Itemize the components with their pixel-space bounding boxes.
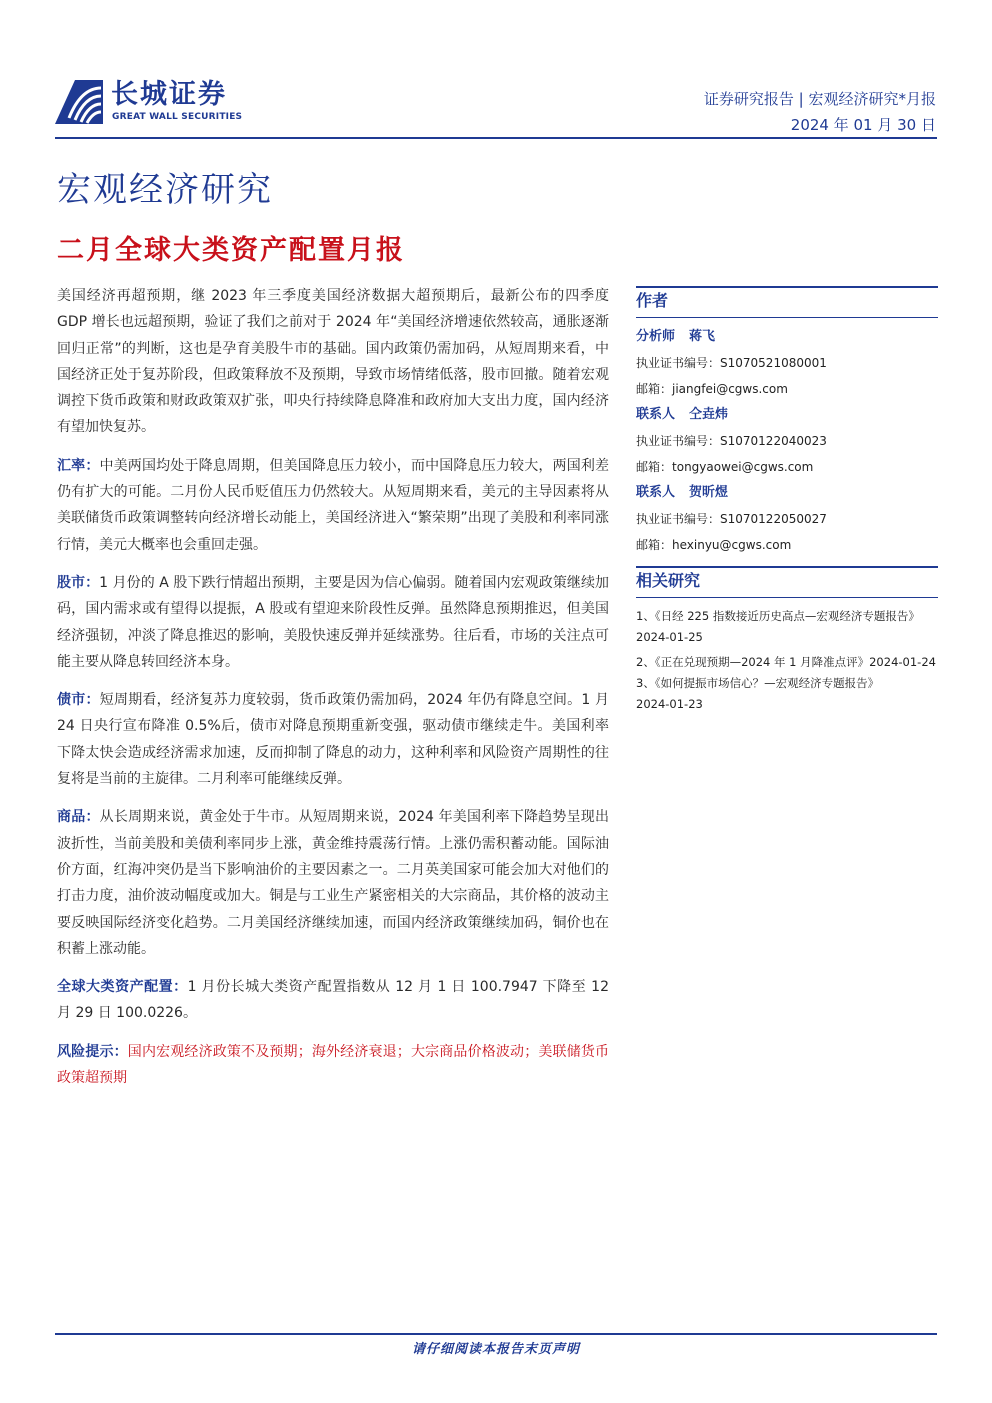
author-cert-row <box>636 350 938 376</box>
commodity-paragraph <box>57 804 609 962</box>
footer-disclaimer: 请仔细阅读本报告末页声明 <box>411 1342 580 1357</box>
logo-english-name: GREAT WALL SECURITIES <box>112 112 243 122</box>
stock-label: 股市： <box>57 574 100 591</box>
report-meta <box>704 88 936 136</box>
stock-paragraph <box>57 570 609 675</box>
author-email-row <box>636 532 938 558</box>
commodity-text: 从长周期来说，黄金处于牛市。从短周期来说，2024 年美国利率下降趋势呈现出波折性，当前美股和美债利率同步上涨，黄金维持震荡行情。上涨仍需积蓄动能。国际油价方面，红海冲突仍是当下影响油价的主要因素之一。二月英美国家可能会加大对他们的打击力度，油价波动幅度或加大。铜是与工业生产紧密相关的大宗商品，其价格的波动主要反映国际经济变化趋势。二月美国经济继续加速，而国内经济政策继续加码，铜价也在积蓄上涨动能。 <box>57 809 610 957</box>
related-research-date: 2024-01-23 <box>636 697 703 711</box>
author-role-row <box>636 480 938 506</box>
bond-paragraph <box>57 687 609 792</box>
intro-paragraph: 美国经济再超预期，继 2023 年三季度美国经济数据大超预期后，最新公布的四季度 GDP 增长也远超预期，验证了我们之前对于 2024 年“美国经济增速依然较高，通胀逐渐回归正常”的判断，这也是孕育美股牛市的基础。国内政策仍需加码，从短周期来看，中国经济正处于复苏阶段，但政策释放不及预期，导致市场情绪低落，股市回撤。随着宏观调控下货币政策和财政政策双扩张，叩央行持续降息降准和政府加大支出力度，国内经济有望加快复苏。 <box>57 288 609 436</box>
great-wall-logo-icon <box>55 78 103 126</box>
fx-label: 汇率： <box>57 457 100 474</box>
related-research-link[interactable]: 3、《如何提振市场信心？—宏观经济专题报告》 <box>636 676 880 690</box>
cert-label: 执业证书编号： <box>636 434 721 448</box>
allocation-paragraph <box>57 974 609 1027</box>
report-type: 证券研究报告 | 宏观经济研究*月报 <box>703 90 936 108</box>
fx-paragraph <box>57 453 609 558</box>
related-research-date: 2024-01-25 <box>636 630 703 644</box>
sidebar <box>636 288 938 715</box>
report-body <box>57 283 609 1103</box>
stock-text: 1 月份的 A 股下跌行情超出预期，主要是因为信心偏弱。随着国内宏观政策继续加码，国内需求或有望得以提振，A 股或有望迎来阶段性反弹。虽然降息预期推迟，但美国经济强韧，冲淡了降息推迟的影响，美股快速反弹并延续涨势。往后看，市场的关注点可能主要从降息转回经济本身。 <box>57 574 609 670</box>
logo-chinese-name: 长城证券 <box>111 79 227 110</box>
author-role-row <box>636 324 938 350</box>
author-cert-row <box>636 506 938 532</box>
author-name: 蒋飞 <box>689 329 716 344</box>
email-label: 邮箱： <box>636 460 673 474</box>
report-date: 2024 年 01 月 30 日 <box>790 116 936 134</box>
cert-label: 执业证书编号： <box>636 512 721 526</box>
allocation-label: 全球大类资产配置： <box>57 979 188 996</box>
author-name: 仝垚炜 <box>689 407 729 422</box>
author-role-row <box>636 402 938 428</box>
related-research-section <box>636 568 938 715</box>
author-cert-row <box>636 428 938 454</box>
cert-number: S1070122050027 <box>720 512 827 526</box>
author-email-row <box>636 454 938 480</box>
authors-heading: 作者 <box>636 288 938 318</box>
cert-number: S1070521080001 <box>720 356 827 370</box>
cert-label: 执业证书编号： <box>636 356 721 370</box>
bond-text: 短周期看，经济复苏力度较弱，货币政策仍需加码，2024 年仍有降息空间。1 月 24 日央行宣布降准 0.5%后，债市对降息预期重新变强，驱动债市继续走牛。美国利率下降太快会造成经济需求加速，反而抑制了降息的动力，这种利率和风险资产周期性的往复将是当前的主旋律。二月利率可能继续反弹。 <box>57 692 610 788</box>
related-research-heading: 相关研究 <box>636 568 938 598</box>
author-email-row <box>636 376 938 402</box>
email-link[interactable]: hexinyu@cgws.com <box>672 538 792 552</box>
email-link[interactable]: tongyaowei@cgws.com <box>672 460 814 474</box>
brand-logo <box>55 78 275 128</box>
risk-text: 国内宏观经济政策不及预期；海外经济衰退；大宗商品价格波动；美联储货币政策超预期 <box>57 1043 610 1087</box>
related-research-link[interactable]: 2、《正在兑现预期—2024 年 1 月降准点评》2024-01-24 <box>636 655 936 669</box>
header-divider <box>55 137 937 139</box>
email-label: 邮箱： <box>636 538 673 552</box>
report-title: 二月全球大类资产配置月报 <box>57 235 405 266</box>
risk-label: 风险提示： <box>57 1043 128 1060</box>
cert-number: S1070122040023 <box>720 434 827 448</box>
related-research-link[interactable]: 1、《日经 225 指数接近历史高点—宏观经济专题报告》 <box>636 609 920 623</box>
fx-text: 中美两国均处于降息周期，但美国降息压力较小，而中国降息压力较大，两国利差仍有扩大的可能。二月份人民币贬值压力仍然较大。从短周期来看，美元的主导因素将从美联储货币政策调整转向经济增长动能上，美国经济进入“繁荣期”出现了美股和利率同涨行情，美元大概率也会重回走强。 <box>57 457 610 553</box>
author-role: 分析师 <box>636 329 676 344</box>
bond-label: 债市： <box>57 692 100 709</box>
risk-paragraph <box>57 1039 609 1092</box>
footer-divider <box>55 1333 937 1335</box>
author-card <box>636 480 938 558</box>
author-card <box>636 402 938 480</box>
author-role: 联系人 <box>636 407 676 422</box>
section-title: 宏观经济研究 <box>57 170 273 210</box>
author-card <box>636 324 938 402</box>
commodity-label: 商品： <box>57 809 100 826</box>
email-label: 邮箱： <box>636 382 673 396</box>
author-role: 联系人 <box>636 485 676 500</box>
author-name: 贺昕煜 <box>689 485 729 500</box>
allocation-text: 1 月份长城大类资产配置指数从 12 月 1 日 100.7947 下降至 12 月 29 日 100.0226。 <box>57 979 609 1022</box>
email-link[interactable]: jiangfei@cgws.com <box>672 382 788 396</box>
